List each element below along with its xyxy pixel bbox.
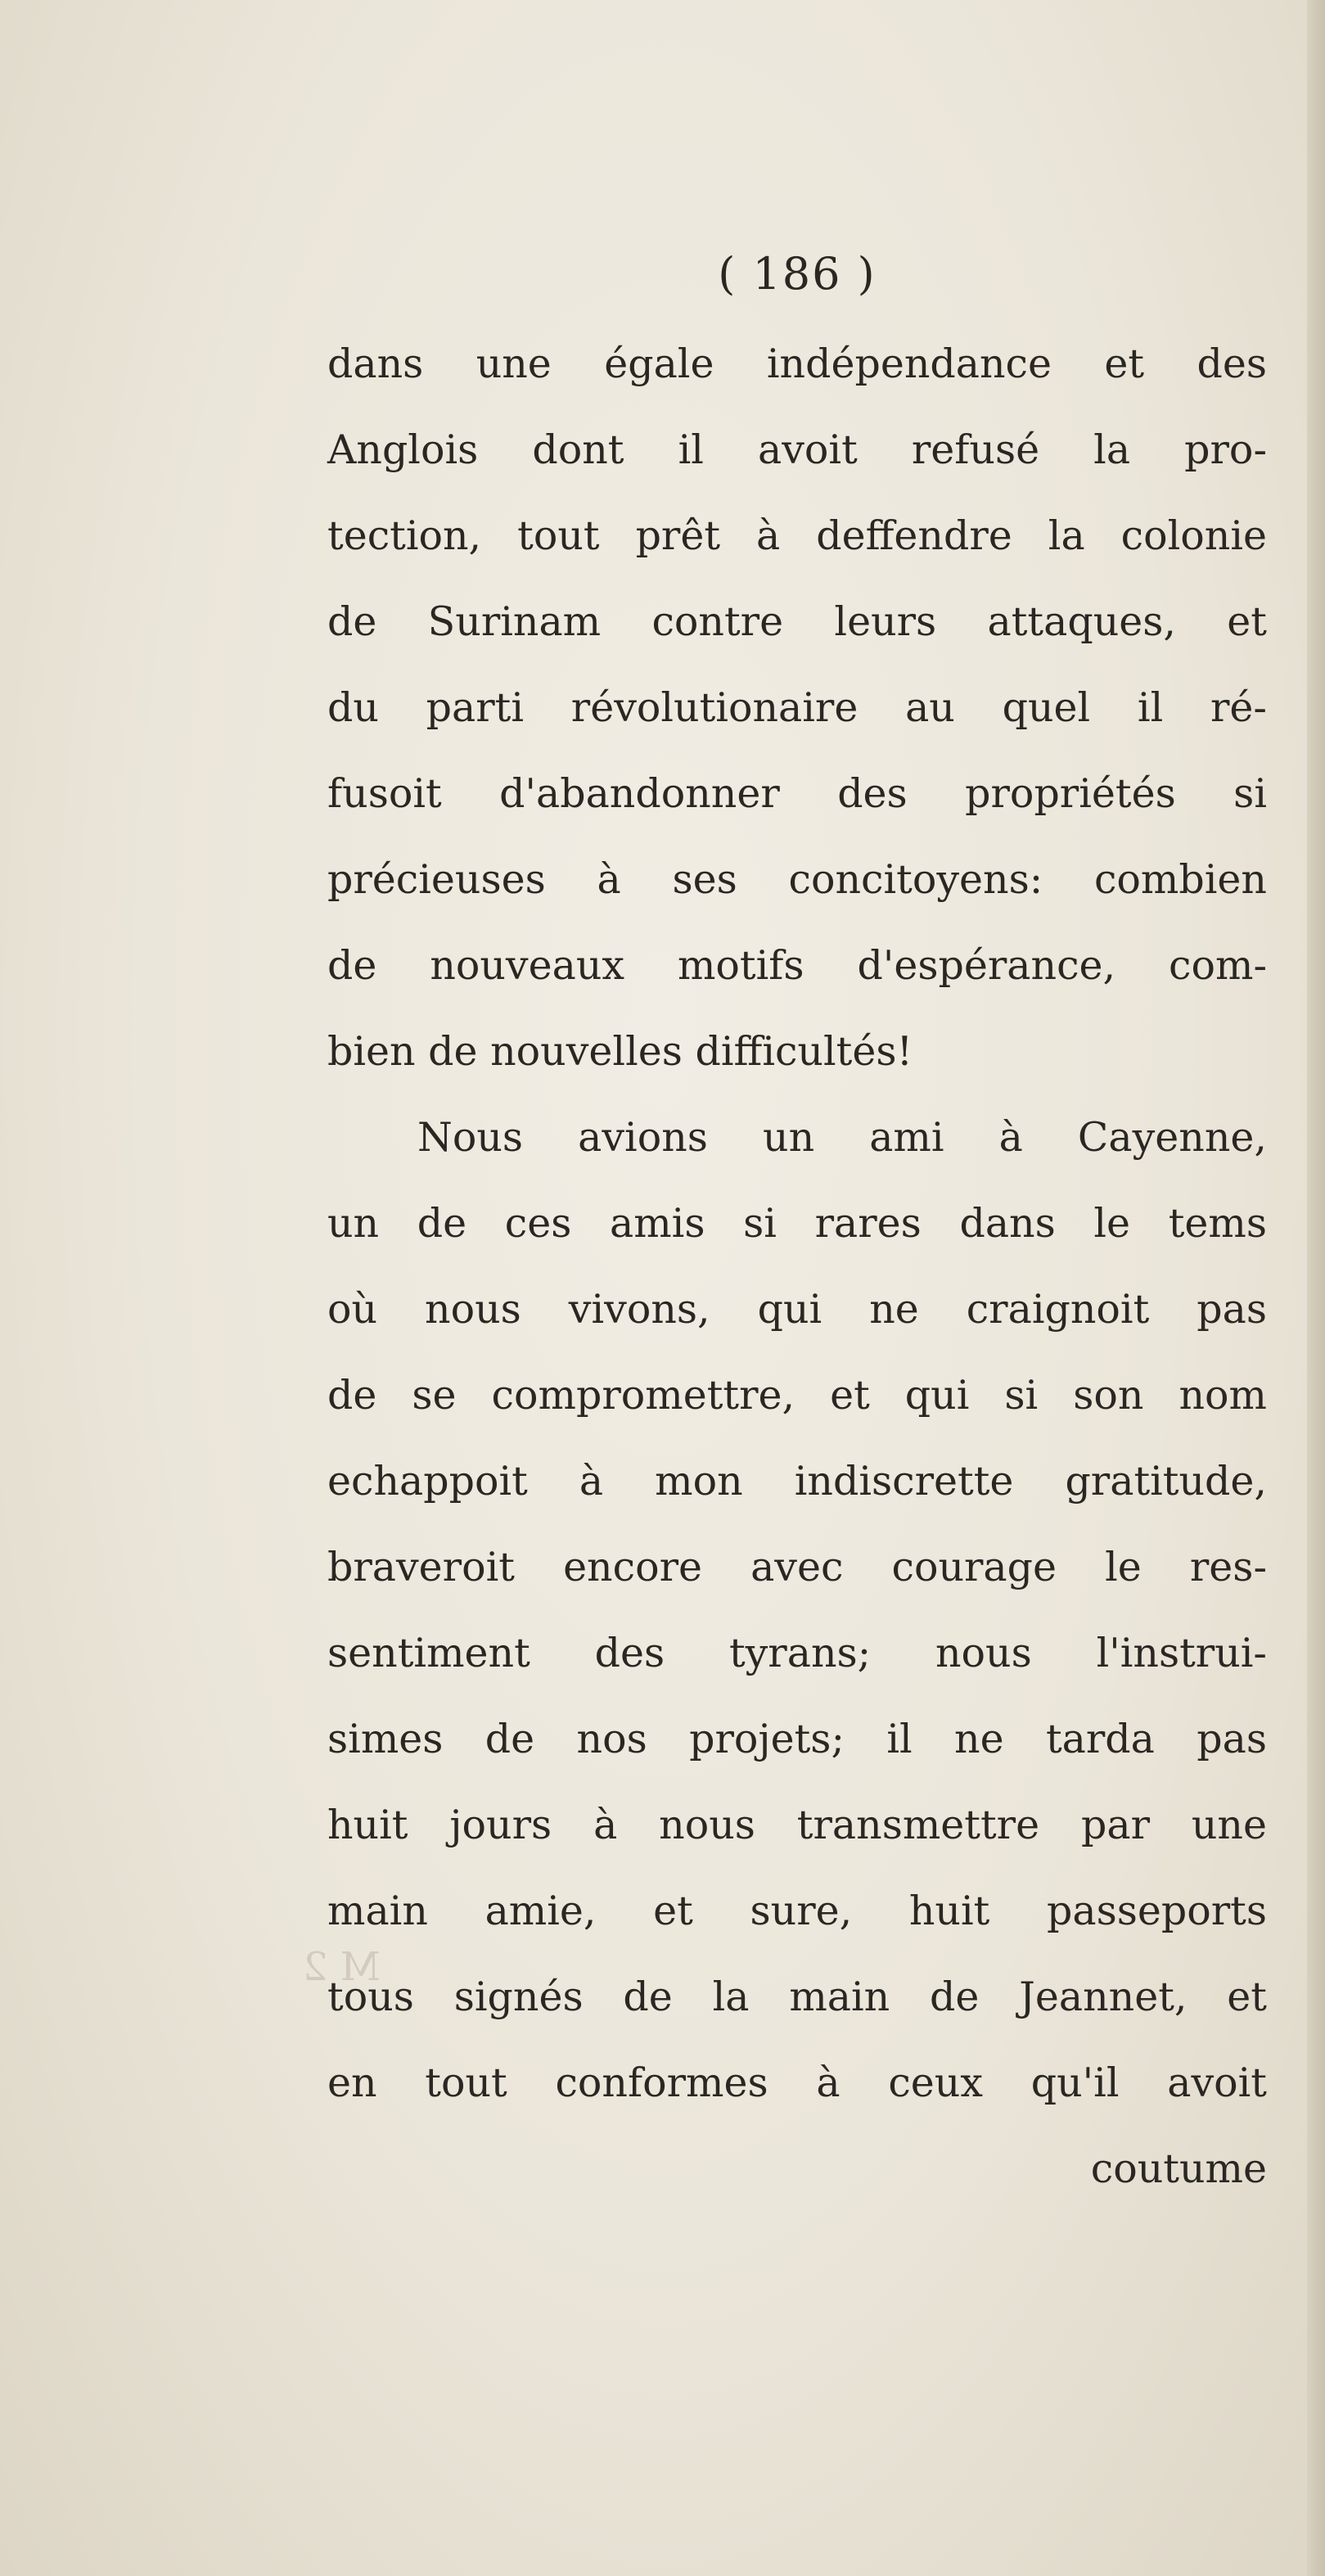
text-line: echappoit à mon indiscrette gratitude,	[327, 1458, 1267, 1505]
text-line: simes de nos projets; il ne tarda pas	[327, 1716, 1267, 1762]
text-line: Anglois dont il avoit refusé la pro-	[327, 426, 1267, 473]
text-line: du parti révolutionaire au quel il ré-	[327, 684, 1267, 731]
catchword: coutume	[1090, 2145, 1267, 2192]
text-line: braveroit encore avec courage le res-	[327, 1544, 1267, 1590]
body-text	[327, 321, 1267, 2126]
text-line: où nous vivons, qui ne craignoit pas	[327, 1286, 1267, 1333]
text-line: précieuses à ses concitoyens: combien	[327, 856, 1267, 903]
page-number: ( 186 )	[718, 248, 877, 300]
text-line: Nous avions un ami à Cayenne,	[417, 1114, 1267, 1161]
text-line: fusoit d'abandonner des propriétés si	[327, 770, 1267, 817]
page-edge	[1307, 0, 1325, 2576]
text-line: en tout conformes à ceux qu'il avoit	[327, 2059, 1267, 2106]
text-line: tection, tout prêt à deffendre la colonie	[327, 512, 1267, 559]
text-line: un de ces amis si rares dans le tems	[327, 1200, 1267, 1247]
text-line: de nouveaux motifs d'espérance, com-	[327, 942, 1267, 989]
text-line: de Surinam contre leurs attaques, et	[327, 598, 1267, 645]
text-line: bien de nouvelles difficultés!	[327, 1028, 913, 1075]
text-line: main amie, et sure, huit passeports	[327, 1888, 1267, 1934]
text-line: dans une égale indépendance et des	[327, 341, 1267, 387]
text-line: de se compromettre, et qui si son nom	[327, 1372, 1267, 1419]
text-line: sentiment des tyrans; nous l'instrui-	[327, 1630, 1267, 1676]
text-line: tous signés de la main de Jeannet, et	[327, 1974, 1267, 2020]
text-block	[327, 237, 1267, 2212]
text-line: huit jours à nous transmettre par une	[327, 1802, 1267, 1848]
bleed-through-text: M 2	[303, 1944, 381, 1990]
